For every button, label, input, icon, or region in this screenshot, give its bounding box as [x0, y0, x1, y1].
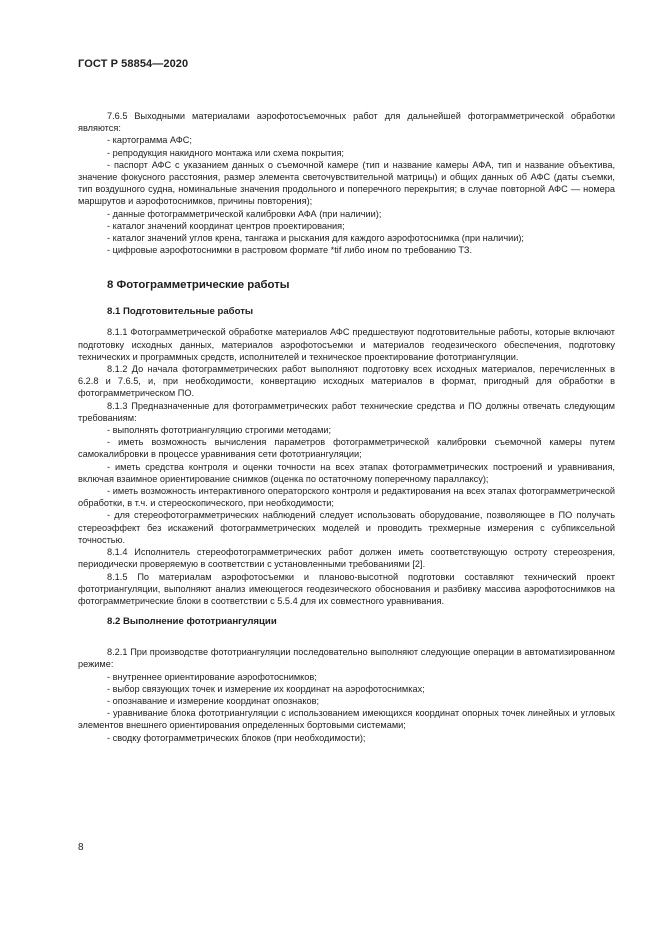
list-item: - опознавание и измерение координат опознаков; [107, 695, 320, 706]
page-content [78, 110, 615, 744]
paragraph-812: 8.1.2 До начала фотограмметрических работ выполняют подготовку всех исходных материалов, перечисленных в 6.2.8 и 7.6.5, и, при необходимости, конвертацию исходных материалов в формат, пригодный для обработки в фотограмметрическом ПО. [78, 364, 615, 399]
list-item: - иметь возможность интерактивного операторского контроля и редактирования на всех этапах фотограмметрической обработки, в т.ч. и стереоскопического, при необходимости; [78, 486, 615, 509]
document-code: ГОСТ Р 58854—2020 [78, 58, 189, 70]
list-item: - для стереофотограмметрических наблюдений следует использовать оборудование, позволяющее в ПО получать стереоэффект без искажений фотограмметрических моделей и проводить трехмерные измерения с субпиксельной точностью. [78, 510, 615, 545]
list-item: - выбор связующих точек и измерение их координат на аэрофотоснимках; [107, 683, 425, 694]
paragraph-815: 8.1.5 По материалам аэрофотосъемки и планово-высотной подготовки составляют технический проект фототриангуляции, выполняют анализ имеющегося геодезического обоснования и разбивку массива аэрофотоснимков на фотограмметрические блоки в соответствии с 5.5.4 для их совместного уравнивания. [78, 571, 615, 606]
list-item: - сводку фотограмметрических блоков (при необходимости); [107, 732, 366, 743]
subsection-82-heading: 8.2 Выполнение фототриангуляции [107, 616, 277, 628]
list-item: - выполнять фототриангуляцию строгими методами; [107, 425, 332, 436]
paragraph-821: 8.2.1 При производстве фототриангуляции последовательно выполняют следующие операции в автоматизированном режиме: [78, 647, 615, 670]
subsection-81-heading: 8.1 Подготовительные работы [107, 306, 254, 318]
list-item: - каталог значений координат центров проектирования; [107, 220, 345, 231]
list-item: - цифровые аэрофотоснимки в растровом формате *tif либо ином по требованию ТЗ. [107, 245, 473, 256]
paragraph-813: 8.1.3 Предназначенные для фотограмметрических работ технические средства и ПО должны отвечать следующим требованиям: [78, 400, 615, 423]
list-item: - картограмма АФС; [107, 135, 192, 146]
list-item: - паспорт АФС с указанием данных о съемочной камере (тип и название камеры АФА, тип и название объектива, значение фокусного расстояния, размер элемента светочувствительной матрицы) и общих данных об АФС (даты съемки, тип воздушного судна, номинальные значения продольного и поперечного перекрытия; в случае повторной АФС — номера маршрутов и аэрофотоснимков, причины повторения); [78, 159, 615, 207]
paragraph-765-intro: 7.6.5 Выходными материалами аэрофотосъемочных работ для дальнейшей фотограмметрической обработки являются: [78, 111, 615, 134]
list-item: - внутреннее ориентирование аэрофотоснимков; [107, 671, 317, 682]
section-8-heading: 8 Фотограмметрические работы [107, 279, 290, 292]
list-item: - иметь средства контроля и оценки точности на всех этапах фотограмметрических построений и уравнивания, включая взаимное ориентирование снимков (оценка по остаточному поперечному параллаксу); [78, 461, 615, 484]
list-item: - данные фотограмметрической калибровки АФА (при наличии); [107, 208, 382, 219]
list-item: - каталог значений углов крена, тангажа и рыскания для каждого аэрофотоснимка (при наличии); [107, 233, 524, 244]
paragraph-811: 8.1.1 Фотограмметрической обработке материалов АФС предшествуют подготовительные работы, которые включают подготовку исходных данных, материалов аэрофотосъемки и материалов геодезического обеспечения, подготовку технических и программных средств, исполнителей и техническое проектирование фототриангуляции. [78, 327, 615, 362]
list-item: - иметь возможность вычисления параметров фотограмметрической калибровки съемочной камеры путем самокалибровки в процессе уравнивания сети фототриангуляции; [78, 437, 615, 460]
paragraph-814: 8.1.4 Исполнитель стереофотограмметрических работ должен иметь соответствующую остроту стереозрения, периодически проверяемую в соответствии с установленными требованиями [2]. [78, 547, 615, 570]
list-item: - уравнивание блока фототриангуляции с использованием имеющихся координат опорных точек линейных и угловых элементов внешнего ориентирования определенных бортовыми системами; [78, 708, 615, 731]
page-number: 8 [78, 842, 84, 853]
list-item: - репродукция накидного монтажа или схема покрытия; [107, 147, 344, 158]
